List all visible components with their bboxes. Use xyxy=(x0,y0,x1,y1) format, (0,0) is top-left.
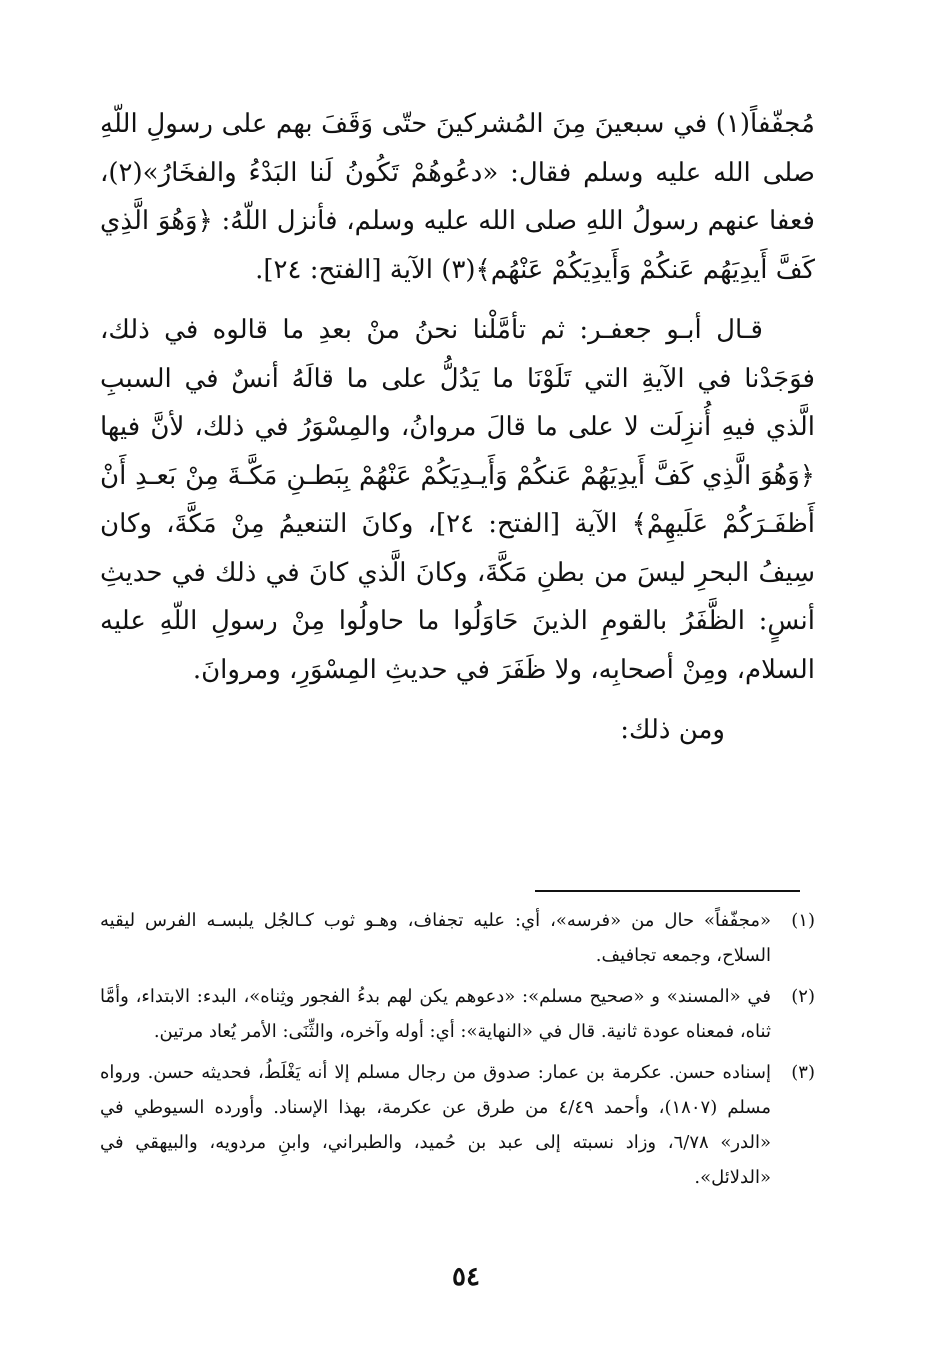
footnote-text: إسناده حسن. عكرمة بن عمار: صدوق من رجال مسلم إلا أنه يَغْلَطُ، فحديثه حسن. ورواه مسلم (١٨٠٧)، وأحمد ٤/٤٩ من طرق عن عكرمة، بهذا الإسناد. وأورده السيوطي في «الدر» ٦/٧٨، وزاد نسبته إلى عبد بن حُميد، والطبراني، وابنِ مردويه، والبيهقي في «الدلائل». xyxy=(100,1062,772,1188)
main-text-block xyxy=(100,100,815,755)
page-number: ٥٤ xyxy=(452,1262,480,1292)
footnote-marker: (٣) xyxy=(791,1062,815,1083)
footnote-separator xyxy=(535,890,800,892)
paragraph-1: مُجفّفاً(١) في سبعينَ مِنَ المُشركينَ حتّى وَقَفَ بهم على رسولِ اللّهِ صلى الله عليه وسلم فقال: «دعُوهُمْ تَكُونُ لَنا البَدْءُ والفخَارُ»(٢)، فعفا عنهم رسولُ اللهِ صلى الله عليه وسلم، فأنزل اللّهُ: ﴿وَهُوَ الَّذِي كَفَّ أَيدِيَهُم عَنكُمْ وَأَيدِيَكُمْ عَنْهُم﴾(٣) الآية [الفتح: ٢٤]. xyxy=(100,109,815,285)
footnote-3 xyxy=(100,1055,815,1195)
closing-line: ومن ذلك: xyxy=(620,715,725,745)
footnote-1 xyxy=(100,903,815,973)
footnote-text: في «المسند» و «صحيح مسلم»: «دعوهم يكن لهم بدءُ الفجور وثِناه»، البدء: الابتداء، وأمَّا ثناه، فمعناه عودة ثانية. قال في «النهاية»: أي: أوله وآخره، والثِّنَى: الأمر يُعاد مرتين. xyxy=(100,986,771,1042)
footnotes-section xyxy=(100,903,815,1201)
footnote-marker: (١) xyxy=(791,910,815,931)
footnote-marker: (٢) xyxy=(791,986,815,1007)
footnote-text: «مجفّفاً» حال من «فرسه»، أي: عليه تجفاف، وهـو ثوب كـالجُل يلبسـه الفرس ليقيه السلاح، وجمعه تجافيف. xyxy=(100,910,771,966)
paragraph-2: قـال أبـو جعفـر: ثم تأمَّلْنا نحنُ منْ بعدِ ما قالوه في ذلك، فوَجَدْنا في الآيةِ التي تَلَوْنَا ما يَدُلُّ على ما قالَهُ أنسٌ في السببِ الَّذي فيهِ أُنزِلَت لا على ما قالَ مروانُ، والمِسْوَرُ في ذلك، لأنَّ فيها ﴿وَهُوَ الَّذِي كَفَّ أَيدِيَهُمْ عَنكُمْ وَأَيـدِيَكُمْ عَنْهُمْ بِبَطـنِ مَكَّـةَ مِنْ بَعـدِ أَنْ أَظفَـرَكُمْ عَلَيهِمْ﴾ الآية [الفتح: ٢٤]، وكانَ التنعيمُ مِنْ مَكَّةَ، وكان سِيفُ البحرِ ليسَ من بطنِ مَكَّةَ، وكانَ الَّذي كانَ في ذلك في حديثِ أنسٍ: الظَّفَرُ بالقومِ الذينَ حَاوَلُوا ما حاولُوا مِنْ رسولِ اللّهِ عليه السلام، ومِنْ أصحابِه، ولا ظَفَرَ في حديثِ المِسْوَرِ، ومروانَ. xyxy=(100,315,816,685)
footnote-2 xyxy=(100,979,815,1049)
